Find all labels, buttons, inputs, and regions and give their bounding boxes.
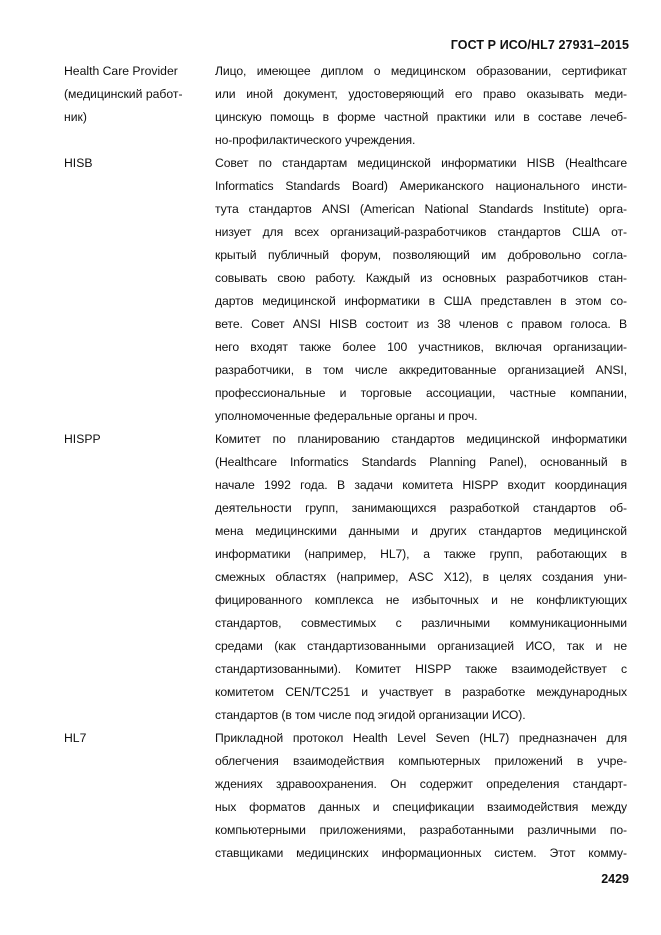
term-label [64,428,204,451]
definition-line: цинскую помощь в форме частной практики или в составе лечеб- [215,110,627,124]
term-label [64,152,204,175]
term-definition [215,152,627,428]
definition-line: него входят также более 100 участников, включая организации- [215,340,627,354]
definition-line: ждениях здравоохранения. Он содержит определения стандарт- [215,777,627,791]
definition-line: Комитет по планированию стандартов медицинской информатики [215,432,627,446]
definition-line: Прикладной протокол Health Level Seven (HL7) предназначен для [215,731,627,745]
definition-line: средами (как стандартизованными организацией ИСО, так и не [215,639,627,653]
definition-line: начале 1992 года. В задачи комитета HISPP входит координация [215,478,627,492]
definition-line: комитетом CEN/TC251 и участвует в разработке международных [215,685,627,699]
definition-line: (Healthcare Informatics Standards Planning Panel), основанный в [215,455,627,469]
term-line: HL7 [64,731,87,745]
term-label [64,727,204,750]
definition-line: или иной документ, удостоверяющий его право оказывать меди- [215,87,627,101]
term-definition [215,727,627,865]
term-line: HISPP [64,432,101,446]
term-line: HISB [64,156,93,170]
definition-line: уполномоченные федеральные органы и проч. [215,409,478,423]
definition-line: ных форматов данных и спецификации взаимодействия между [215,800,627,814]
definition-line: ставщиками медицинских информационных систем. Этот комму- [215,846,627,860]
definition-line: деятельности групп, занимающихся разработкой стандартов об- [215,501,627,515]
definition-line: смежных областях (например, ASC X12), в целях создания уни- [215,570,627,584]
definition-line: информатики (например, HL7), а также групп, работающих в [215,547,627,561]
definition-line: низует для всех организаций-разработчиков стандартов США от- [215,225,627,239]
definition-line: профессиональные и торговые ассоциации, частные компании, [215,386,627,400]
term-definition [215,428,627,727]
definition-line: совывать свою работу. Каждый из основных разработчиков стан- [215,271,627,285]
definition-line: вете. Совет ANSI HISB состоит из 38 членов с правом голоса. В [215,317,627,331]
definition-line: тута стандартов ANSI (American National Standards Institute) орга- [215,202,627,216]
definition-line: стандартизованными). Комитет HISPP также взаимодействует с [215,662,627,676]
term-line: (медицинский работ- [64,87,183,101]
definition-line: крытый публичный форум, позволяющий им добровольно согла- [215,248,627,262]
definition-line: облегчения взаимодействия компьютерных приложений в учре- [215,754,627,768]
term-line: Health Care Provider [64,64,178,78]
definition-line: фицированного комплекса не избыточных и не конфликтующих [215,593,627,607]
definition-line: разработчики, в том числе аккредитованные организацией ANSI, [215,363,627,377]
term-label [64,60,204,129]
definition-line: дартов медицинской информатики в США представлен в этом со- [215,294,627,308]
definition-line: мена медицинскими данными и других стандартов медицинской [215,524,627,538]
definition-line: Совет по стандартам медицинской информатики HISB (Healthcare [215,156,627,170]
definition-line: стандартов, совместимых с различными коммуникационными [215,616,627,630]
page-header-standard: ГОСТ Р ИСО/HL7 27931–2015 [450,38,629,52]
definition-line: стандартов (в том числе под эгидой организации ИСО). [215,708,526,722]
definition-line: Лицо, имеющее диплом о медицинском образовании, сертификат [215,64,627,78]
definition-line: но-профилактического учреждения. [215,133,416,147]
definition-line: компьютерными приложениями, разработанными различными по- [215,823,627,837]
term-line: ник) [64,110,87,124]
term-definition [215,60,627,152]
definition-line: Informatics Standards Board) Американского национального инсти- [215,179,627,193]
page-number: 2429 [601,872,629,886]
